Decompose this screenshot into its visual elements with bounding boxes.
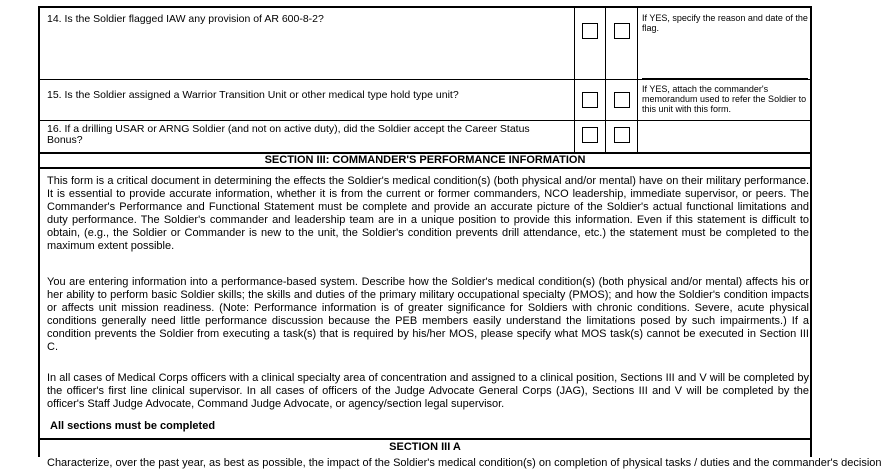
section-iii-paragraph-3: In all cases of Medical Corps officers with a clinical specialty area of concentration and assigned to a clinical position, Sections III and V will be completed by the officer's first line clinical supervisor. In all cases of officers of the Judge Advocate General Corps (JAG), Sections III and V will be completed by the officer's Staff Judge Advocate, Command Judge Advocate, or agency/section legal supervisor.: [47, 372, 809, 410]
column-divider: [574, 80, 575, 120]
question-15-text: 15. Is the Soldier assigned a Warrior Transition Unit or other medical type hold type unit?: [47, 89, 459, 101]
all-sections-required-note: All sections must be completed: [50, 420, 216, 432]
section-iii-a-title: SECTION III A: [389, 441, 461, 453]
column-divider: [605, 8, 606, 79]
column-divider: [637, 80, 638, 120]
column-divider: [637, 121, 638, 152]
yes-checkbox-14[interactable]: [582, 23, 598, 39]
form-page: [38, 6, 882, 469]
question-16-text: 16. If a drilling USAR or ARNG Soldier (and not on active duty), did the Soldier accept the Career Status Bonus?: [47, 123, 530, 146]
no-checkbox-14[interactable]: [614, 23, 630, 39]
section-iii-title: SECTION III: COMMANDER'S PERFORMANCE INFORMATION: [40, 152, 810, 169]
column-divider: [605, 121, 606, 152]
question-14-text: 14. Is the Soldier flagged IAW any provision of AR 600-8-2?: [47, 13, 324, 25]
yes-checkbox-15[interactable]: [582, 92, 598, 108]
section-iii-paragraph-2: You are entering information into a performance-based system. Describe how the Soldier's medical condition(s) (both physical and/or mental) affects his or her ability to perform basic Soldier skills; the skills and duties of the primary military occupational specialty (PMOS); and how the Soldier's condition impacts or affects unit mission readiness. (Note: Performance information is of greater significance for Soldiers with chronic conditions. Severe, acute physical conditions generally need little performance discussion because the PEB members easily understand the limitations posed by such impairments.) If a condition prevents the Soldier from executing a task(s) that is required by his/her MOS, please specify what MOS task(s) cannot be executed in Section III C.: [47, 276, 809, 353]
section-divider: [40, 438, 810, 440]
question-14-note: If YES, specify the reason and date of the flag.: [642, 13, 808, 33]
question-14-row: [40, 8, 810, 80]
question-15-row: [40, 80, 810, 121]
column-divider: [574, 121, 575, 152]
section-iii-a-instructions: Characterize, over the past year, as best as possible, the impact of the Soldier's medical condition(s) on completion of physical tasks / duties and the commander's decision: [47, 457, 882, 469]
column-divider: [605, 80, 606, 120]
yes-checkbox-16[interactable]: [582, 127, 598, 143]
section-iii-paragraph-1: This form is a critical document in determining the effects the Soldier's medical condition(s) (both physical and/or mental) have on their military performance. It is essential to provide accurate information, whether it is from the current or former commanders, NCO leadership, immediate supervisor, or peers. The Commander's Performance and Functional Statement must be complete and provide an accurate picture of the Soldier's actual functional limitations and duty performance. The Soldier's commander and leadership team are in a unique position to provide this information. Even if this statement is difficult to obtain, (e.g., the Soldier or Commander is new to the unit, the Soldier's condition prevents drill attendance, etc.) the statement must be completed to the maximum extent possible.: [47, 175, 809, 252]
question-16-row: [40, 121, 810, 152]
column-divider: [637, 8, 638, 79]
column-divider: [574, 8, 575, 79]
no-checkbox-16[interactable]: [614, 127, 630, 143]
question-15-note: If YES, attach the commander's memorandum used to refer the Soldier to this unit with this form.: [642, 84, 807, 114]
note-entry-line: [642, 78, 808, 79]
no-checkbox-15[interactable]: [614, 92, 630, 108]
